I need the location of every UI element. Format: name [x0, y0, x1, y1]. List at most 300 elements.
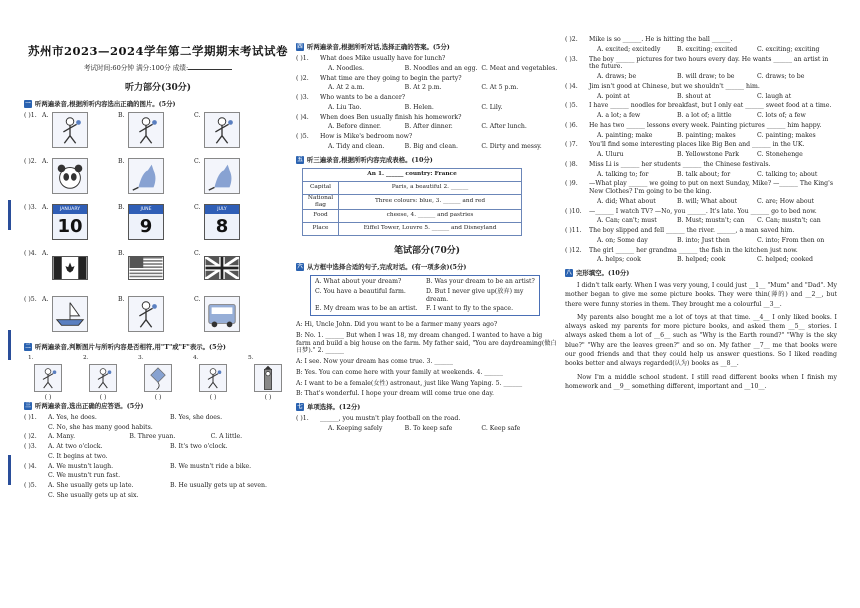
calendar-icon — [52, 204, 88, 240]
picture-option[interactable] — [118, 158, 194, 194]
answer-paren[interactable]: ( )2. — [565, 36, 578, 43]
option-b[interactable]: B. Three yuan. — [129, 433, 176, 441]
option-b[interactable]: B. To keep safe — [404, 424, 453, 432]
calendar-icon — [204, 204, 240, 240]
choice-item: B. Was your dream to be an artist? — [426, 278, 535, 286]
dialog-question — [296, 133, 558, 141]
option-c[interactable]: C. Meat and vegetables. — [481, 64, 558, 72]
question-options — [296, 65, 558, 73]
response-question — [24, 433, 292, 441]
mc-questions-part2 — [565, 36, 837, 264]
table-key: Place — [303, 222, 339, 235]
section-6-title — [296, 263, 558, 271]
picture-option[interactable] — [194, 158, 270, 194]
answer-paren[interactable]: ( )3. — [296, 94, 309, 101]
mc-question — [296, 415, 558, 423]
option-c[interactable]: C. exciting; exciting — [757, 45, 820, 53]
section-badge: 二 — [25, 343, 31, 350]
choice-item: E. My dream was to be an artist. — [315, 305, 418, 313]
table-header: An 1. ______ country: France — [303, 168, 522, 181]
response-question-cont — [24, 492, 292, 500]
option-c[interactable]: C. Keep safe — [481, 424, 521, 432]
option-b[interactable]: B. will draw; to be — [677, 73, 735, 80]
judge-number: 3. — [138, 354, 144, 361]
dialog-question — [296, 94, 558, 102]
question-options — [565, 217, 837, 225]
question-stem: —______ I watch TV? —No, you ______. It's late. You ______ go to bed now. — [589, 207, 817, 215]
dialog-text — [296, 321, 558, 398]
judge-number: 4. — [193, 354, 199, 361]
question-stem: —What play ______ we going to put on next Sunday, Mike? —______ The King's New Clothes? I'm going to be the king. — [589, 180, 833, 195]
option-c[interactable]: C. Stonehenge — [757, 151, 803, 158]
dialog-line: B: No. 1. ______ But when I was 18, my dream changed. I wanted to have a big farm and build a big house on the farm. My father said, "You are daydreaming(做白日梦)." 2. ______ — [296, 331, 557, 355]
option-a[interactable]: A. point at — [597, 92, 630, 100]
judge-item — [248, 354, 288, 402]
kite-icon — [144, 364, 172, 392]
section-2-title — [24, 343, 292, 351]
option-b[interactable]: B. At 2 p.m. — [404, 84, 442, 92]
picture-question-row — [24, 204, 292, 246]
mc-question — [565, 208, 837, 216]
answer-paren[interactable]: ( )3. — [565, 55, 578, 63]
option-b[interactable]: B. He usually gets up at seven. — [170, 482, 268, 490]
boat-icon — [52, 296, 88, 332]
question-options — [296, 123, 558, 131]
answer-paren[interactable]: ( )4. — [24, 249, 37, 257]
table-key: National flag — [303, 194, 339, 209]
response-question — [24, 414, 292, 422]
question-options — [565, 73, 837, 81]
option-b[interactable]: B. will; What about — [677, 197, 738, 205]
answer-paren[interactable]: ( )4. — [296, 113, 309, 121]
picture-option[interactable] — [42, 158, 118, 194]
answer-paren[interactable]: ( )5. — [24, 295, 37, 303]
option-b[interactable]: B. Helen. — [404, 103, 434, 111]
option-label: A. — [42, 111, 49, 119]
option-label: C. — [194, 203, 201, 211]
indent — [24, 424, 48, 432]
option-a[interactable]: A. Tidy and clean. — [328, 142, 385, 150]
picture-question-row — [24, 296, 292, 338]
response-question — [24, 443, 292, 451]
option-a[interactable]: A. did; What about — [597, 197, 656, 205]
option-c[interactable]: C. At 5 p.m. — [481, 84, 519, 92]
option-label: B. — [118, 295, 125, 303]
question-options — [565, 198, 837, 206]
section-badge: 三 — [25, 402, 31, 409]
section-badge: 五 — [297, 156, 303, 163]
dialog-line: B: Yes. You can come here with your family at weekends. 4. ______ — [296, 368, 503, 376]
answer-paren[interactable]: ( )1. — [24, 111, 37, 119]
option-a[interactable]: A. Yes, he does. — [48, 413, 97, 421]
option-b[interactable]: B. After dinner. — [404, 123, 453, 131]
option-a[interactable]: A. helps; cook — [597, 256, 641, 264]
ballet-dancer-icon — [204, 112, 240, 148]
section-4-title — [296, 43, 558, 51]
option-c[interactable]: C. A little. — [210, 433, 243, 441]
option-label: C. — [194, 249, 201, 257]
table-row — [303, 194, 522, 209]
choice-box — [310, 275, 540, 316]
dialog-question — [296, 55, 558, 63]
question-options — [565, 237, 837, 245]
option-b[interactable]: B. Yes, she does. — [170, 413, 223, 421]
question-options — [565, 46, 837, 54]
option-b[interactable]: B. a lot of; a little — [677, 112, 732, 119]
section-3-title — [24, 402, 292, 410]
question-stem: Mike is so ______. He is hitting the ball ______. — [589, 36, 733, 43]
judge-questions — [24, 354, 292, 402]
dialog-line: A: I see. Now your dream has come true. 3. ______ — [296, 358, 453, 366]
answer-paren[interactable]: ( )7. — [565, 141, 578, 149]
option-a[interactable]: A. Noodles. — [328, 64, 365, 72]
section-instruction: 听两遍录音,根据所听内容选出正确的图片。(5分) — [35, 99, 176, 108]
picture-option[interactable] — [118, 250, 194, 280]
calendar-month: JULY — [205, 205, 239, 214]
exam-meta: 考试时间:60分钟 满分:100分 成绩: — [83, 64, 189, 73]
bus-icon — [204, 296, 240, 332]
question-options — [565, 132, 837, 140]
ride-bike-icon — [34, 364, 62, 392]
answer-paren[interactable]: ( )10. — [565, 207, 582, 215]
picture-option[interactable] — [118, 204, 194, 240]
section-7-title — [296, 403, 558, 411]
calendar-icon — [128, 204, 164, 240]
question-options — [296, 425, 558, 433]
option-label: A. — [42, 157, 49, 165]
calendar-month: JANUARY — [53, 205, 87, 214]
option-c[interactable]: C. painting; makes — [757, 131, 816, 139]
judge-answer-paren[interactable]: ( ) — [44, 394, 52, 402]
section-badge: 七 — [297, 404, 303, 411]
kangaroo-icon — [128, 158, 164, 194]
option-b[interactable]: B. talk about; for — [677, 170, 731, 178]
picture-option[interactable] — [194, 296, 270, 332]
mc-question — [565, 56, 837, 72]
option-a[interactable]: A. She usually gets up late. — [48, 482, 134, 490]
picture-question-row — [24, 250, 292, 292]
picture-option[interactable] — [194, 112, 270, 148]
dialog-line: B: That's wonderful. I hope your dream will come true one day. — [296, 390, 495, 398]
listening-heading: 听力部分(30分) — [124, 82, 192, 93]
judge-item — [138, 354, 178, 402]
section-instruction: 听两遍录音,选出正确的应答语。(5分) — [35, 401, 144, 410]
passage-paragraph: My parents also bought me a lot of toys at that time. __4__ I only liked books. I always asked my parents for more picture books, and asked them __5__ stories. I always asked them a lot of __6__ such as "Why is the Earth round?" "Why is the sky blue?" "Why are the leaves green?" and so on. My father __7__ me that books were our good friends and that they could help us answer questions. So I liked reading books better and always regarded(认为) books as __8__. — [565, 313, 837, 368]
response-question — [24, 463, 292, 471]
answer-paren[interactable]: ( )6. — [565, 121, 578, 129]
option-c[interactable]: C. After lunch. — [481, 123, 527, 131]
answer-paren[interactable]: ( )2. — [24, 157, 37, 165]
question-stem: What time are they going to begin the party? — [320, 74, 462, 82]
binding-mark — [8, 200, 11, 230]
choice-item: A. What about your dream? — [315, 278, 402, 286]
picture-questions — [24, 112, 292, 338]
table-row — [303, 209, 522, 222]
section-instruction: 听三遍录音,根据所听内容完成表格。(10分) — [307, 155, 433, 164]
answer-paren[interactable]: ( )1. — [24, 413, 37, 421]
judge-answer-paren[interactable]: ( ) — [99, 394, 107, 402]
option-a[interactable]: A. Before dinner. — [328, 123, 382, 131]
question-options — [296, 143, 558, 151]
section-badge: 一 — [25, 100, 31, 107]
mc-question — [565, 227, 837, 235]
answer-paren[interactable]: ( )3. — [24, 443, 37, 451]
picture-option[interactable] — [42, 296, 118, 332]
option-c[interactable]: C. It begins at two. — [48, 452, 108, 460]
section-8-title — [565, 269, 837, 277]
option-c[interactable]: C. No, she has many good habits. — [48, 423, 153, 431]
picture-option[interactable] — [42, 112, 118, 148]
writing-heading: 笔试部分(70分) — [393, 245, 461, 256]
option-label: C. — [194, 295, 201, 303]
option-b[interactable]: B. shout at — [677, 92, 711, 100]
score-blank[interactable] — [188, 64, 232, 70]
exam-subtitle — [24, 64, 292, 72]
option-c[interactable]: C. are; How about — [757, 197, 815, 205]
question-stem: The boy slipped and fell ______ the river. ______, a man saved him. — [589, 227, 795, 234]
option-c[interactable]: C. draws; to be — [757, 73, 805, 80]
question-stem: ______, you mustn't play football on the road. — [320, 415, 461, 423]
judge-item — [193, 354, 233, 402]
option-c[interactable]: C. laugh at — [757, 92, 792, 100]
option-c[interactable]: C. lots of; a few — [757, 112, 806, 119]
option-label: B. — [118, 157, 125, 165]
cloze-passage — [565, 281, 837, 391]
tennis-player-icon — [52, 112, 88, 148]
answer-paren[interactable]: ( )9. — [565, 180, 578, 188]
option-a[interactable]: A. on; Some day — [597, 236, 648, 244]
answer-paren[interactable]: ( )5. — [24, 482, 37, 490]
judge-item — [83, 354, 123, 402]
mc-question — [565, 161, 837, 169]
panda-icon — [52, 158, 88, 194]
option-b[interactable]: B. Yellowstone Park — [677, 151, 739, 158]
table-value: Eiffel Tower, Louvre 5. ______ and Disneyland — [339, 222, 522, 235]
drawing-picture-icon — [199, 364, 227, 392]
mc-question — [565, 36, 837, 44]
judge-number: 1. — [28, 354, 34, 361]
answer-paren[interactable]: ( )1. — [296, 55, 309, 62]
question-options — [296, 104, 558, 112]
option-c[interactable]: C. talking to; about — [757, 170, 818, 178]
kangaroo-icon — [204, 158, 240, 194]
option-label: A. — [42, 203, 49, 211]
judge-answer-paren[interactable]: ( ) — [154, 394, 162, 402]
table-key: Capital — [303, 181, 339, 194]
table-value: Three colours: blue, 3. ______ and red — [339, 194, 522, 209]
table-row — [303, 222, 522, 235]
answer-paren[interactable]: ( )12. — [565, 246, 582, 254]
option-a[interactable]: A. Can; can't; must — [597, 217, 657, 225]
mc-question — [565, 141, 837, 149]
question-stem: You'll find some interesting places like Big Ben and ______ in the UK. — [589, 141, 805, 149]
option-a[interactable]: A. talking to; for — [597, 170, 649, 178]
calendar-day: 9 — [139, 215, 153, 237]
mc-question — [565, 83, 837, 91]
response-question-cont — [24, 472, 292, 480]
question-stem: I have ______ noodles for breakfast, but I only eat ______ sweet food at a time. — [589, 102, 832, 110]
calendar-day: 10 — [57, 215, 83, 237]
option-a[interactable]: A. Liu Tao. — [328, 103, 362, 111]
picture-option[interactable] — [194, 250, 270, 280]
answer-paren[interactable]: ( )2. — [296, 74, 309, 82]
option-a[interactable]: A. a lot; a few — [597, 112, 641, 119]
option-b[interactable]: B. It's two o'clock. — [170, 443, 228, 451]
answer-paren[interactable]: ( )4. — [565, 82, 578, 90]
section-instruction: 单项选择。(12分) — [307, 403, 361, 412]
question-options — [565, 151, 837, 159]
option-label: C. — [194, 157, 201, 165]
option-a[interactable]: A. Uluru — [597, 151, 624, 158]
dialog-question — [296, 114, 558, 122]
option-label: C. — [194, 111, 201, 119]
page-column-3 — [565, 0, 837, 608]
canada-flag-icon — [52, 256, 88, 280]
option-a[interactable]: A. We mustn't laugh. — [48, 462, 114, 470]
question-stem: The boy ______ pictures for two hours every day. He wants ______ an artist in the future. — [589, 55, 829, 71]
question-options — [296, 84, 558, 92]
answer-paren[interactable]: ( )4. — [24, 462, 37, 470]
response-question-cont — [24, 453, 292, 461]
indent — [24, 472, 48, 480]
option-c[interactable]: C. Dirty and messy. — [481, 142, 542, 150]
choice-item: D. But I never give up(放弃) my dream. — [426, 287, 524, 303]
option-label: B. — [118, 249, 125, 257]
judge-number: 2. — [83, 354, 89, 361]
judge-answer-paren[interactable]: ( ) — [209, 394, 217, 402]
response-questions — [24, 414, 292, 500]
dancer-icon — [128, 112, 164, 148]
option-c[interactable]: C. Lily. — [481, 103, 503, 111]
section-badge: 四 — [297, 44, 303, 50]
option-label: A. — [42, 249, 49, 257]
option-a[interactable]: A. At 2 a.m. — [328, 84, 365, 92]
indent — [24, 492, 48, 500]
table-value: Paris, a beautiful 2. ______ — [339, 181, 522, 194]
indent — [24, 453, 48, 461]
picture-question-row — [24, 112, 292, 154]
response-question-cont — [24, 424, 292, 432]
calendar-month: JUNE — [129, 205, 163, 214]
section-instruction: 完形填空。(10分) — [576, 269, 630, 277]
section-instruction: 从方框中选择合适的句子,完成对话。(有一项多余)(5分) — [307, 263, 467, 272]
section-badge: 八 — [566, 270, 572, 276]
question-stem: Miss Li is ______ her students ______ the Chinese festivals. — [589, 160, 771, 168]
choice-item: F. I want to fly to the space. — [426, 305, 514, 313]
sweep-floor-icon — [89, 364, 117, 392]
binding-mark — [8, 455, 11, 485]
answer-paren[interactable]: ( )5. — [296, 133, 309, 140]
mc-question — [565, 122, 837, 130]
question-stem: How is Mike's bedroom now? — [320, 133, 413, 140]
answer-paren[interactable]: ( )5. — [565, 102, 578, 110]
picture-question-row — [24, 158, 292, 200]
dialog-question — [296, 75, 558, 83]
option-b[interactable]: B. Noodles and an egg. — [404, 64, 478, 72]
option-b[interactable]: B. into; Just then — [677, 236, 730, 244]
option-a[interactable]: A. excited; excitedly — [597, 45, 661, 53]
table-key: Food — [303, 209, 339, 222]
crossing-street-icon — [128, 296, 164, 332]
answer-paren[interactable]: ( )3. — [24, 203, 37, 211]
question-stem: When does Ben usually finish his homework? — [320, 113, 462, 121]
section-instruction: 听两遍录音,根据所听对话,选择正确的答案。(5分) — [307, 43, 450, 51]
option-label: B. — [118, 203, 125, 211]
dialog-questions — [296, 55, 558, 151]
option-c[interactable]: C. We mustn't run fast. — [48, 472, 121, 480]
option-a[interactable]: A. Many. — [48, 433, 76, 441]
option-b[interactable]: B. helped; cook — [677, 256, 726, 264]
picture-option[interactable] — [118, 296, 194, 332]
mc-questions-part1 — [296, 415, 558, 433]
uk-flag-icon — [204, 256, 240, 280]
dialog-line: A: Hi, Uncle John. Did you want to be a farmer many years ago? — [296, 321, 498, 329]
calendar-day: 8 — [215, 215, 229, 237]
answer-paren[interactable]: ( )1. — [296, 415, 309, 423]
option-c[interactable]: C. She usually gets up at six. — [48, 491, 139, 499]
table-row — [303, 181, 522, 194]
section-instruction: 听两遍录音,判断图片与所听内容是否相符,用"T"或"F"表示。(5分) — [35, 342, 226, 351]
answer-paren[interactable]: ( )8. — [565, 160, 578, 168]
option-c[interactable]: C. Can; mustn't; can — [757, 217, 821, 225]
big-ben-icon — [254, 364, 282, 392]
judge-item — [28, 354, 68, 402]
judge-answer-paren[interactable]: ( ) — [264, 394, 272, 402]
response-question — [24, 482, 292, 490]
exam-title: 苏州市2023—2024学年第二学期期末考试试卷 — [27, 44, 288, 58]
option-a[interactable]: A. Keeping safely — [328, 424, 383, 432]
answer-paren[interactable]: ( )11. — [565, 227, 582, 234]
dialog-line: A: I want to be a female(女性) astronaut, just like Wang Yaping. 5. ______ — [296, 379, 523, 387]
option-a[interactable]: A. draws; be — [597, 73, 637, 80]
usa-flag-icon — [128, 256, 164, 280]
question-stem: Who wants to be a dancer? — [320, 94, 406, 101]
mc-question — [565, 247, 837, 255]
question-options — [565, 256, 837, 264]
option-label: A. — [42, 295, 49, 303]
section-5-title — [296, 156, 558, 164]
answer-paren[interactable]: ( )2. — [24, 433, 37, 441]
table-value: cheese, 4. ______ and pastries — [339, 209, 522, 222]
question-stem: What does Mike usually have for lunch? — [320, 55, 446, 62]
question-stem: He has two ______ lessons every week. Painting pictures ______ him happy. — [589, 121, 822, 129]
picture-option[interactable] — [194, 204, 270, 240]
option-b[interactable]: B. exciting; excited — [677, 45, 738, 53]
question-options — [565, 171, 837, 179]
option-b[interactable]: B. Big and clean. — [404, 142, 458, 150]
picture-option[interactable] — [42, 250, 118, 280]
option-b[interactable]: B. We mustn't ride a bike. — [170, 462, 252, 470]
section-1-title — [24, 100, 292, 108]
page-column-1 — [24, 0, 292, 608]
option-b[interactable]: B. Must; mustn't; can — [677, 217, 745, 225]
choice-item: C. You have a beautiful farm. — [315, 287, 406, 295]
passage-paragraph: I didn't talk early. When I was very young, I could just __1__ "Mum" and "Dad". My mother began to give me some picture books. They were thin(薄的) and __2__, but there were funny stories in them. They brought me a colourful __3__. — [565, 282, 837, 308]
question-stem: The girl ______ her grandma ______ the fish in the kitchen just now. — [589, 246, 798, 254]
mc-question — [565, 180, 837, 196]
judge-number: 5. — [248, 354, 254, 361]
picture-option[interactable] — [118, 112, 194, 148]
option-c[interactable]: C. into; From then on — [757, 236, 825, 244]
picture-option[interactable] — [42, 204, 118, 240]
question-options — [565, 112, 837, 120]
option-a[interactable]: A. At two o'clock. — [48, 443, 103, 451]
mc-question — [565, 102, 837, 110]
option-b[interactable]: B. painting; makes — [677, 131, 736, 139]
info-table — [302, 168, 522, 236]
option-a[interactable]: A. painting; make — [597, 131, 653, 139]
option-c[interactable]: C. helped; cooked — [757, 256, 813, 264]
